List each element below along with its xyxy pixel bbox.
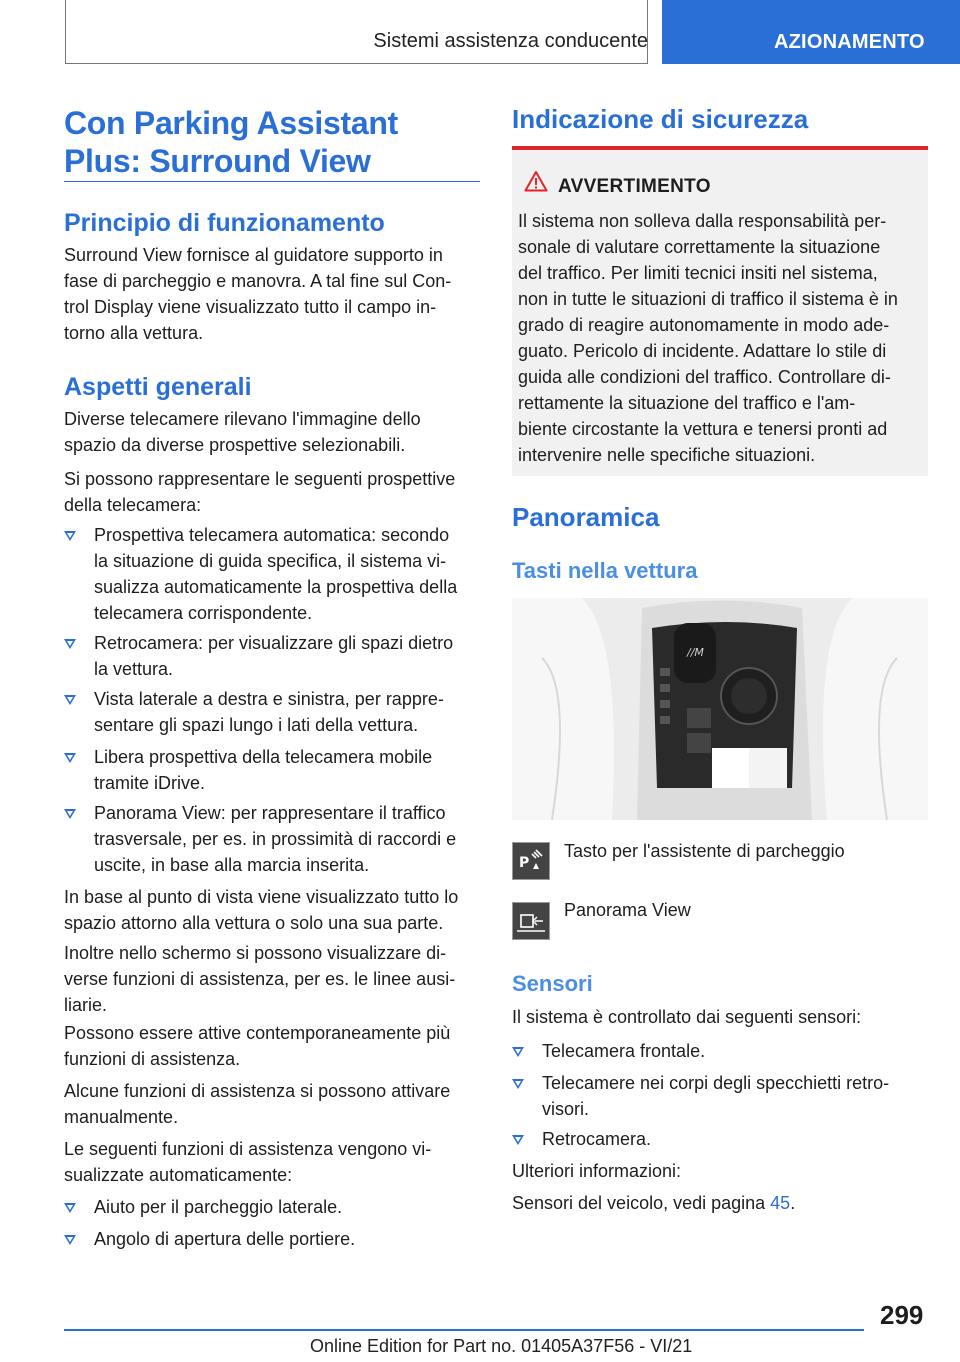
bullet-triangle-icon [64, 695, 76, 705]
text-line: trasversale, per es. in prossimità di raccordi e [94, 829, 457, 849]
list-item [512, 1126, 651, 1152]
text-line: biente circostante la vettura e tenersi pronti ad [518, 419, 888, 439]
list-item [64, 630, 453, 682]
text-line: Inoltre nello schermo si possono visualizzare di‐ [64, 943, 447, 963]
text-line: Telecamere nei corpi degli specchietti retro‐ [542, 1073, 890, 1093]
chapter-tab-label: AZIONAMENTO [774, 31, 925, 53]
text-line: funzioni di assistenza. [64, 1049, 241, 1069]
text-line: Il sistema non solleva dalla responsabilità per‐ [518, 211, 887, 231]
text-line: Angolo di apertura delle portiere. [94, 1229, 356, 1249]
text-line: non in tutte le situazioni di traffico il sistema è in [518, 289, 898, 309]
text-line: guato. Pericolo di incidente. Adattare lo stile di [518, 341, 887, 361]
heading-sensori: Sensori [512, 971, 593, 996]
svg-text:P: P [519, 855, 530, 871]
list-item [64, 1226, 355, 1252]
bullet-triangle-icon [512, 1047, 524, 1057]
chapter-tab[interactable] [662, 0, 960, 64]
heading-principio: Principio di funzionamento [64, 209, 385, 237]
list-item [64, 744, 432, 796]
list-item [512, 1070, 889, 1122]
text-line: guida alle condizioni del traffico. Controllare di‐ [518, 367, 891, 387]
section-title: Sistemi assistenza conducente [373, 30, 648, 52]
text-line: della telecamera: [64, 495, 202, 515]
text-line: Retrocamera. [542, 1129, 652, 1149]
text-line: fase di parcheggio e manovra. A tal fine sul Con‐ [64, 271, 452, 291]
text-line: grado di reagire autonomamente in modo ade‐ [518, 315, 890, 335]
text-line: Possono essere attive contemporaneamente più [64, 1023, 451, 1043]
paragraph [64, 884, 458, 936]
text-line: manualmente. [64, 1107, 179, 1127]
button-label: Tasto per l'assistente di parcheggio [564, 841, 845, 861]
text-line: Vista laterale a destra e sinistra, per rappre‐ [94, 689, 444, 709]
svg-text://M: //M [687, 646, 704, 659]
text-line: liarie. [64, 995, 108, 1015]
bullet-triangle-icon [64, 1203, 76, 1213]
paragraph [64, 1136, 431, 1188]
text-line: Aiuto per il parcheggio laterale. [94, 1197, 343, 1217]
text-line: torno alla vettura. [64, 323, 204, 343]
text-line: rettamente la situazione del traffico e l'am‐ [518, 393, 856, 413]
text-line: Surround View fornisce al guidatore supporto in [64, 245, 443, 265]
text-line: In base al punto di vista viene visualizzato tutto lo [64, 887, 459, 907]
list-item [512, 1038, 705, 1064]
list-item [64, 522, 457, 626]
cross-reference [512, 1190, 795, 1216]
text-line: verse funzioni di assistenza, per es. le linee ausi‐ [64, 969, 456, 989]
text-line: Telecamera frontale. [542, 1041, 706, 1061]
footer-rule [64, 1329, 864, 1331]
paragraph-aspetti-1 [64, 406, 421, 458]
list-item [64, 1194, 342, 1220]
paragraph-aspetti-2 [64, 466, 455, 518]
bullet-triangle-icon [64, 639, 76, 649]
text-line: Diverse telecamere rilevano l'immagine dello [64, 409, 421, 429]
text-line: Libera prospettiva della telecamera mobile [94, 747, 433, 767]
text-line: tramite iDrive. [94, 773, 206, 793]
ulteriori-label: Ulteriori informazioni: [512, 1161, 682, 1181]
sensori-intro: Il sistema è controllato dai seguenti sensori: [512, 1007, 862, 1027]
bullet-triangle-icon [64, 1235, 76, 1245]
button-label: Panorama View [564, 900, 691, 920]
text-line: Retrocamera: per visualizzare gli spazi dietro [94, 633, 454, 653]
warning-text [518, 208, 922, 468]
heading-panoramica: Panoramica [512, 502, 660, 532]
text-line: Si possono rappresentare le seguenti prospettive [64, 469, 456, 489]
paragraph [64, 940, 455, 1018]
page-title [64, 104, 398, 180]
text-line: Prospettiva telecamera automatica: secondo [94, 525, 450, 545]
center-console-photo [512, 598, 928, 820]
bullet-triangle-icon [512, 1079, 524, 1089]
text-line: del traffico. Per limiti tecnici insiti nel sistema, [518, 263, 878, 283]
paragraph [64, 1020, 450, 1072]
text-line: Panorama View: per rappresentare il traffico [94, 803, 446, 823]
page-link[interactable]: 45 [770, 1193, 791, 1213]
text-line: la situazione di guida specifica, il sistema vi‐ [94, 551, 447, 571]
paragraph [64, 1078, 450, 1130]
text-line: uscite, in base alla marcia inserita. [94, 855, 370, 875]
text-line: sonale di valutare correttamente la situazione [518, 237, 881, 257]
text-line: telecamera corrispondente. [94, 603, 313, 623]
panorama-view-button-icon [512, 902, 550, 940]
page-title-line: Plus: Surround View [64, 143, 371, 179]
heading-sicurezza: Indicazione di sicurezza [512, 104, 809, 134]
paragraph-principio [64, 242, 480, 346]
warning-box [512, 146, 928, 476]
text-line: visori. [542, 1099, 590, 1119]
heading-aspetti: Aspetti generali [64, 373, 252, 401]
warning-triangle-icon [524, 170, 548, 192]
ref-text: Sensori del veicolo, vedi pagina [512, 1193, 771, 1213]
text-line: spazio da diverse prospettive selezionabili. [64, 435, 406, 455]
text-line: trol Display viene visualizzato tutto il campo in‐ [64, 297, 437, 317]
ref-end: . [790, 1193, 796, 1213]
list-item [64, 800, 456, 878]
text-line: sualizza automaticamente la prospettiva della [94, 577, 458, 597]
bullet-triangle-icon [64, 531, 76, 541]
parking-assistant-button-icon [512, 842, 550, 880]
text-line: la vettura. [94, 659, 174, 679]
page-title-line: Con Parking Assistant [64, 105, 398, 141]
title-rule [64, 181, 480, 182]
edition-text: Online Edition for Part no. 01405A37F56 - VI/21 [310, 1336, 693, 1356]
text-line: spazio attorno alla vettura o solo una sua parte. [64, 913, 444, 933]
warning-title: AVVERTIMENTO [558, 176, 711, 197]
bullet-triangle-icon [64, 753, 76, 763]
bullet-triangle-icon [512, 1135, 524, 1145]
text-line: Alcune funzioni di assistenza si possono attivare [64, 1081, 451, 1101]
list-item [64, 686, 444, 738]
text-line: sualizzate automaticamente: [64, 1165, 293, 1185]
text-line: sentare gli spazi lungo i lati della vettura. [94, 715, 419, 735]
heading-tasti: Tasti nella vettura [512, 558, 698, 583]
bullet-triangle-icon [64, 809, 76, 819]
page-number: 299 [880, 1300, 924, 1330]
text-line: intervenire nelle specifiche situazioni. [518, 445, 816, 465]
text-line: Le seguenti funzioni di assistenza vengono vi‐ [64, 1139, 432, 1159]
center-console-illustration [512, 598, 928, 820]
